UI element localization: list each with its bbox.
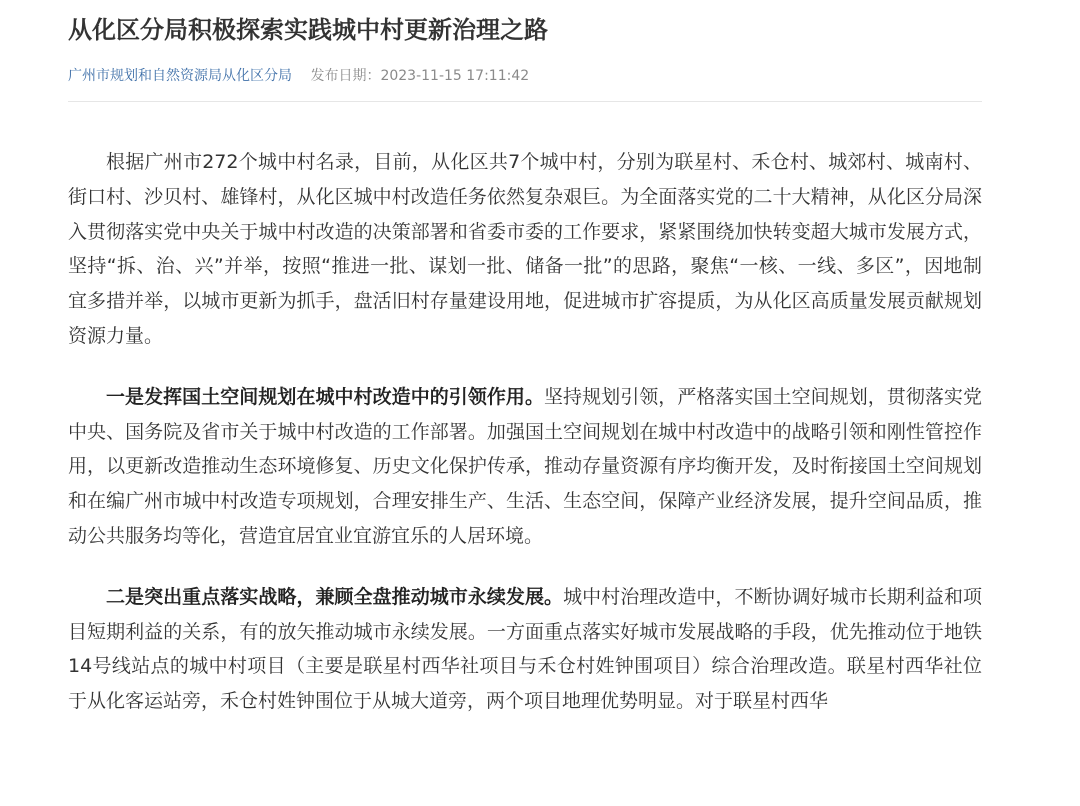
publish-label: 发布日期： [310,68,381,84]
article-meta [68,65,982,87]
paragraph-intro [68,145,982,354]
paragraph-text: 城中村治理改造中，不断协调好城市长期利益和项目短期利益的关系，有的放矢推动城市永续发展。一方面重点落实好城市发展战略的手段，优先推动位于地铁14号线站点的城中村项目（主要是联星村西华社项目与禾仓村姓钟围项目）综合治理改造。联星村西华社位于从化客运站旁，禾仓村姓钟围位于从城大道旁，两个项目地理优势明显。对于联星村西华 [68,585,982,713]
paragraph-text: 坚持规划引领，严格落实国土空间规划，贯彻落实党中央、国务院及省市关于城中村改造的工作部署。加强国土空间规划在城中村改造中的战略引领和刚性管控作用，以更新改造推动生态环境修复、历史文化保护传承，推动存量资源有序均衡开发，及时衔接国土空间规划和在编广州市城中村改造专项规划，合理安排生产、生活、生态空间，保障产业经济发展，提升空间品质，推动公共服务均等化，营造宜居宜业宜游宜乐的人居环境。 [68,385,982,547]
publish-date: 2023-11-15 17:11:42 [380,68,530,84]
article-body [68,102,982,719]
source-link[interactable]: 广州市规划和自然资源局从化区分局 [68,68,292,84]
article [68,0,982,745]
paragraph-point-two [68,580,982,719]
paragraph-lead: 二是突出重点落实战略，兼顾全盘推动城市永续发展。 [106,585,564,608]
article-title: 从化区分局积极探索实践城中村更新治理之路 [68,16,548,44]
paragraph-text: 根据广州市272个城中村名录，目前，从化区共7个城中村，分别为联星村、禾仓村、城郊村、城南村、街口村、沙贝村、雄锋村，从化区城中村改造任务依然复杂艰巨。为全面落实党的二十大精神，从化区分局深入贯彻落实党中央关于城中村改造的决策部署和省委市委的工作要求，紧紧围绕加快转变超大城市发展方式，坚持“拆、治、兴”并举，按照“推进一批、谋划一批、储备一批”的思路，聚焦“一核、一线、多区”，因地制宜多措并举，以城市更新为抓手，盘活旧村存量建设用地，促进城市扩容提质，为从化区高质量发展贡献规划资源力量。 [68,151,982,347]
paragraph-lead: 一是发挥国土空间规划在城中村改造中的引领作用。 [106,385,545,408]
paragraph-point-one [68,380,982,554]
